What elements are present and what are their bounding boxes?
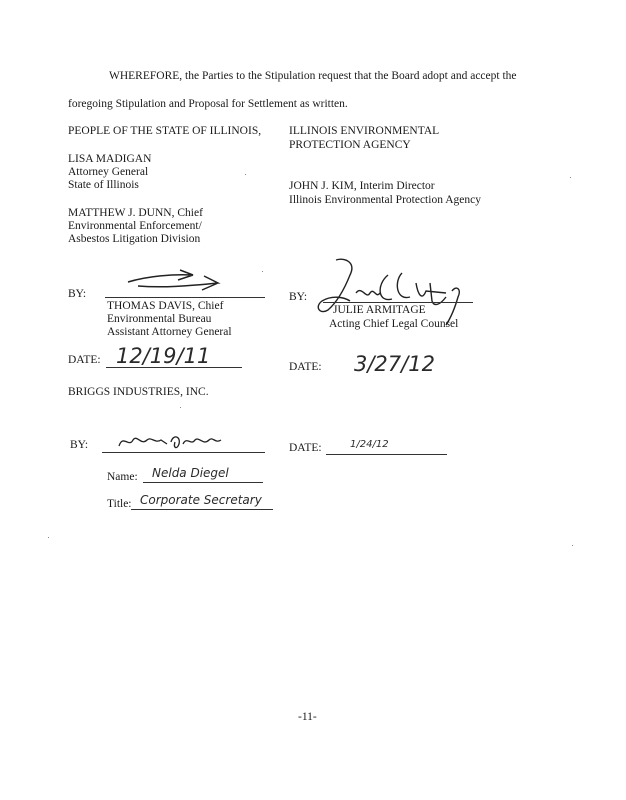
- right-date-label: DATE:: [289, 361, 322, 373]
- right-by-label: BY:: [289, 291, 308, 303]
- left-by-label: BY:: [68, 288, 87, 300]
- company-signature-line: [102, 452, 265, 453]
- company-title-value: Corporate Secretary: [140, 493, 262, 507]
- scan-speck: [180, 407, 181, 408]
- left-signature-line: [105, 297, 265, 298]
- right-signer-name: JULIE ARMITAGE: [333, 304, 426, 316]
- left-party-header: PEOPLE OF THE STATE OF ILLINOIS,: [68, 125, 262, 137]
- director-name: JOHN J. KIM, Interim Director: [289, 180, 435, 192]
- page-number: -11-: [298, 711, 317, 723]
- company-name-label: Name:: [107, 471, 138, 483]
- thomas-davis-signature: [118, 266, 258, 296]
- left-signer-title: Assistant Attorney General: [107, 326, 232, 338]
- company-name: BRIGGS INDUSTRIES, INC.: [68, 386, 209, 398]
- company-date-value: 1/24/12: [350, 439, 389, 450]
- intro-line-1: WHEREFORE, the Parties to the Stipulation request that the Board adopt and accept the: [109, 70, 517, 82]
- company-title-label: Title:: [107, 498, 132, 510]
- director-agency: Illinois Environmental Protection Agency: [289, 194, 481, 206]
- left-signer-name: THOMAS DAVIS, Chief: [107, 300, 224, 312]
- right-party-header-1: ILLINOIS ENVIRONMENTAL: [289, 125, 440, 137]
- company-name-value: Nelda Diegel: [152, 466, 229, 480]
- chief-name: MATTHEW J. DUNN, Chief: [68, 207, 203, 219]
- scan-speck: [570, 177, 571, 178]
- company-date-line: [326, 454, 447, 455]
- scan-speck: [48, 537, 49, 538]
- company-name-line: [143, 482, 263, 483]
- attorney-general-state: State of Illinois: [68, 179, 139, 191]
- right-signature-line: [323, 302, 473, 303]
- scan-speck: [262, 271, 263, 272]
- right-date-value: 3/27/12: [354, 352, 435, 376]
- company-date-label: DATE:: [289, 442, 322, 454]
- attorney-general-title: Attorney General: [68, 166, 149, 178]
- left-signer-bureau: Environmental Bureau: [107, 313, 212, 325]
- attorney-general-name: LISA MADIGAN: [68, 153, 152, 165]
- left-date-value: 12/19/11: [116, 344, 211, 368]
- company-by-label: BY:: [70, 439, 89, 451]
- scan-speck: [245, 174, 246, 175]
- right-signer-title: Acting Chief Legal Counsel: [329, 318, 459, 330]
- chief-department-1: Environmental Enforcement/: [68, 220, 202, 232]
- chief-department-2: Asbestos Litigation Division: [68, 233, 201, 245]
- company-title-line: [131, 509, 273, 510]
- scan-speck: [572, 545, 573, 546]
- left-date-line: [106, 367, 242, 368]
- intro-line-2: foregoing Stipulation and Proposal for Settlement as written.: [68, 98, 348, 110]
- right-party-header-2: PROTECTION AGENCY: [289, 139, 411, 151]
- left-date-label: DATE:: [68, 354, 101, 366]
